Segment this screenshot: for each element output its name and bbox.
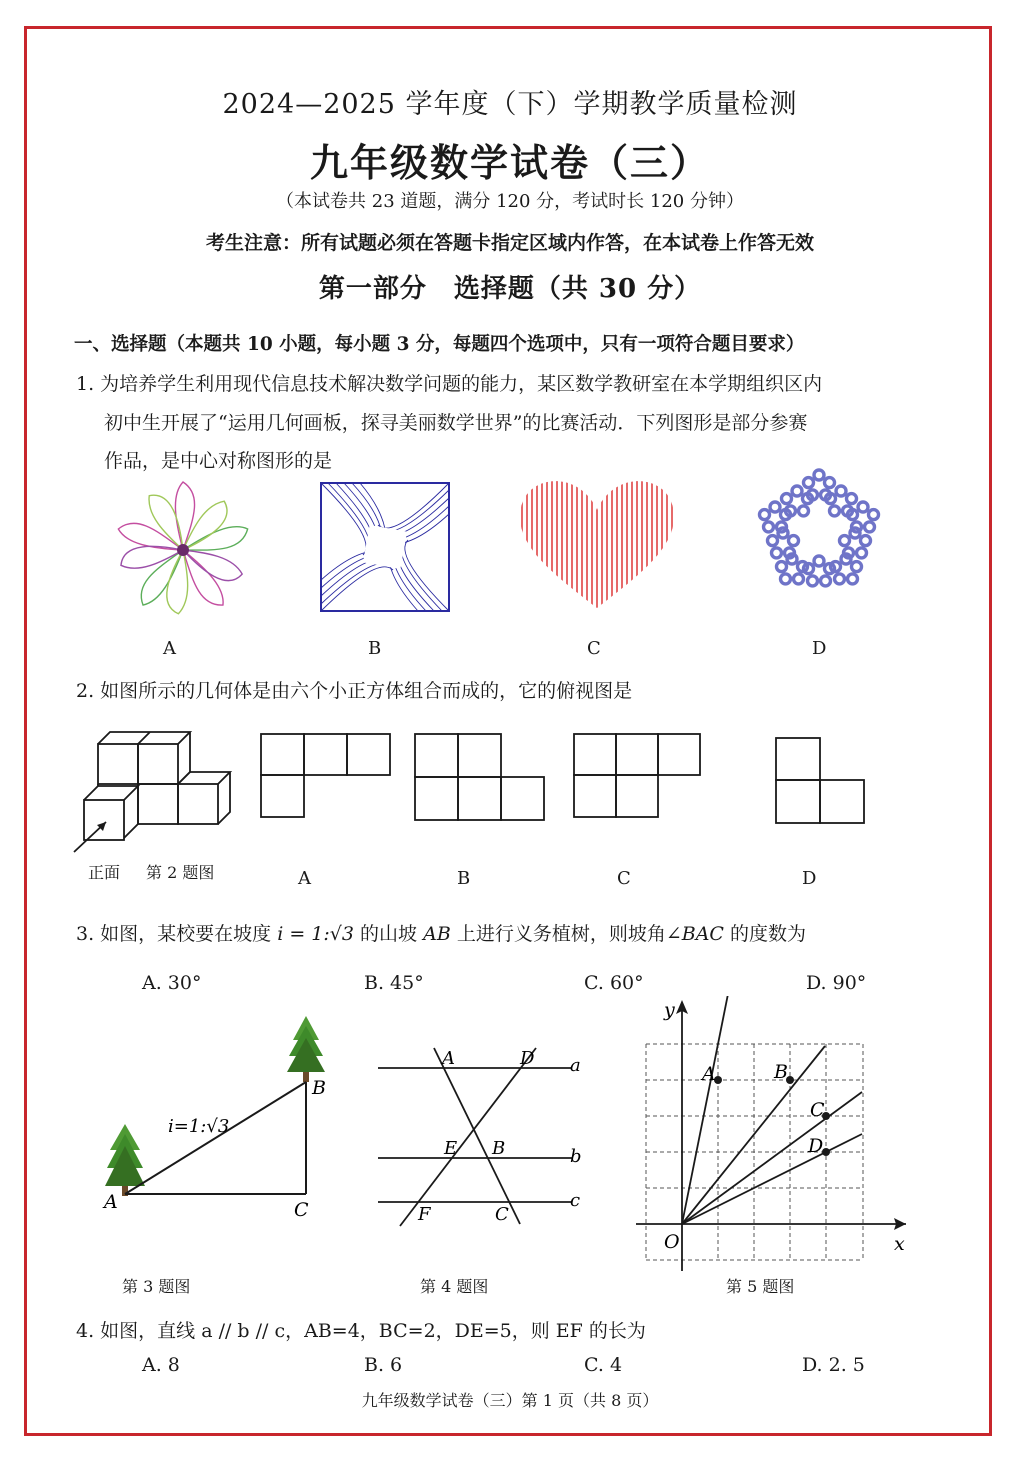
- q4-label-e-point: E: [444, 1138, 458, 1159]
- q2-front-label: 正面: [88, 863, 121, 882]
- q4-option-a: A. 8: [142, 1354, 180, 1376]
- q3-figure-caption: 第 3 题图: [122, 1277, 191, 1296]
- q1-square-figure: [318, 480, 452, 614]
- q1-line3: 作品，是中心对称图形的是: [104, 450, 333, 472]
- q4-label-b-point: B: [492, 1138, 506, 1159]
- q1-option-b: B: [368, 638, 382, 659]
- q3-label-b: B: [312, 1077, 326, 1099]
- q4-line-b: b: [570, 1146, 582, 1167]
- q5-point-d-label: D: [808, 1135, 824, 1157]
- q3-text-d: 的度数为: [730, 923, 807, 945]
- q5-x-axis-label: x: [894, 1233, 905, 1255]
- q4-label-d-point: D: [520, 1048, 535, 1069]
- q1-flower-figure: [108, 478, 258, 618]
- q1-pentagon-figure: [746, 456, 892, 600]
- q2-option-b: B: [457, 868, 471, 889]
- q2-option-c-view: [573, 733, 703, 821]
- q2-option-d: D: [802, 868, 817, 889]
- q3-option-b: B. 45°: [364, 972, 424, 994]
- exam-subtitle: （本试卷共 23 道题，满分 120 分，考试时长 120 分钟）: [276, 191, 744, 212]
- q3-text: [76, 919, 806, 946]
- q1-option-c: C: [587, 638, 601, 659]
- q2-text: 2. 如图所示的几何体是由六个小正方体组合而成的，它的俯视图是: [76, 680, 633, 702]
- section-heading: 一、选择题（本题共 10 小题，每小题 3 分，每题四个选项中，只有一项符合题目要求）: [74, 334, 805, 355]
- q3-slope-figure: [96, 1010, 346, 1230]
- exam-period-title: 2024—2025 学年度（下）学期教学质量检测: [222, 89, 798, 120]
- q2-option-a: A: [298, 868, 311, 889]
- page-footer: 九年级数学试卷（三）第 1 页（共 8 页）: [361, 1391, 659, 1410]
- q5-coordinate-figure: [630, 996, 920, 1271]
- q2-option-d-view: [775, 737, 867, 827]
- exam-notice: 考生注意：所有试题必须在答题卡指定区域内作答，在本试卷上作答无效: [205, 232, 814, 254]
- q4-line-c: c: [570, 1190, 581, 1211]
- q4-parallel-lines-figure: [372, 1040, 592, 1230]
- q2-figure-caption: 第 2 题图: [146, 863, 215, 882]
- q4-label-a-point: A: [442, 1048, 455, 1069]
- q3-option-d: D. 90°: [806, 972, 867, 994]
- exam-title: 九年级数学试卷（三）: [309, 140, 710, 185]
- q3-label-a: A: [104, 1191, 118, 1213]
- q2-cube-figure: [70, 728, 240, 856]
- q1-line1: 1. 为培养学生利用现代信息技术解决数学问题的能力，某区数学教研室在本学期组织区内: [76, 373, 823, 395]
- q5-origin-label: O: [664, 1231, 680, 1253]
- q3-label-c: C: [294, 1199, 309, 1221]
- q1-heart-figure: [516, 476, 678, 614]
- q3-angle: BAC: [681, 923, 724, 945]
- q5-point-a-label: A: [702, 1063, 716, 1085]
- q1-option-a: A: [163, 638, 176, 659]
- q4-label-f-point: F: [418, 1204, 431, 1225]
- q3-slope-math: i = 1:√3: [277, 923, 354, 945]
- q4-line-a: a: [570, 1055, 581, 1076]
- q5-y-axis-label: y: [664, 999, 675, 1021]
- q4-option-d: D. 2. 5: [802, 1354, 865, 1376]
- part-heading: 第一部分 选择题（共 30 分）: [318, 274, 702, 304]
- q3-segment: AB: [423, 923, 451, 945]
- q1-line2: 初中生开展了“运用几何画板，探寻美丽数学世界”的比赛活动．下列图形是部分参赛: [104, 412, 808, 434]
- q5-point-c-label: C: [810, 1099, 825, 1121]
- q4-option-c: C. 4: [584, 1354, 623, 1376]
- q3-text-b: 的山坡: [360, 923, 418, 945]
- q2-option-b-view: [414, 733, 546, 823]
- q5-point-b-label: B: [774, 1061, 788, 1083]
- q1-option-d: D: [812, 638, 827, 659]
- tree-icon: [287, 1016, 325, 1082]
- q2-option-c: C: [617, 868, 631, 889]
- q2-option-a-view: [260, 733, 392, 821]
- q3-slope-label: i=1:√3: [168, 1116, 230, 1137]
- q3-text-a: 3. 如图，某校要在坡度: [76, 923, 272, 945]
- q4-option-b: B. 6: [364, 1354, 403, 1376]
- q5-figure-caption: 第 5 题图: [726, 1277, 795, 1296]
- q4-text: 4. 如图，直线 a // b // c，AB=4，BC=2，DE=5，则 EF 的长为: [76, 1320, 646, 1342]
- q3-option-c: C. 60°: [584, 972, 644, 994]
- q3-text-c: 上进行义务植树，则坡角∠: [456, 923, 682, 945]
- q4-label-c-point: C: [495, 1204, 509, 1225]
- q4-figure-caption: 第 4 题图: [420, 1277, 489, 1296]
- q3-option-a: A. 30°: [142, 972, 202, 994]
